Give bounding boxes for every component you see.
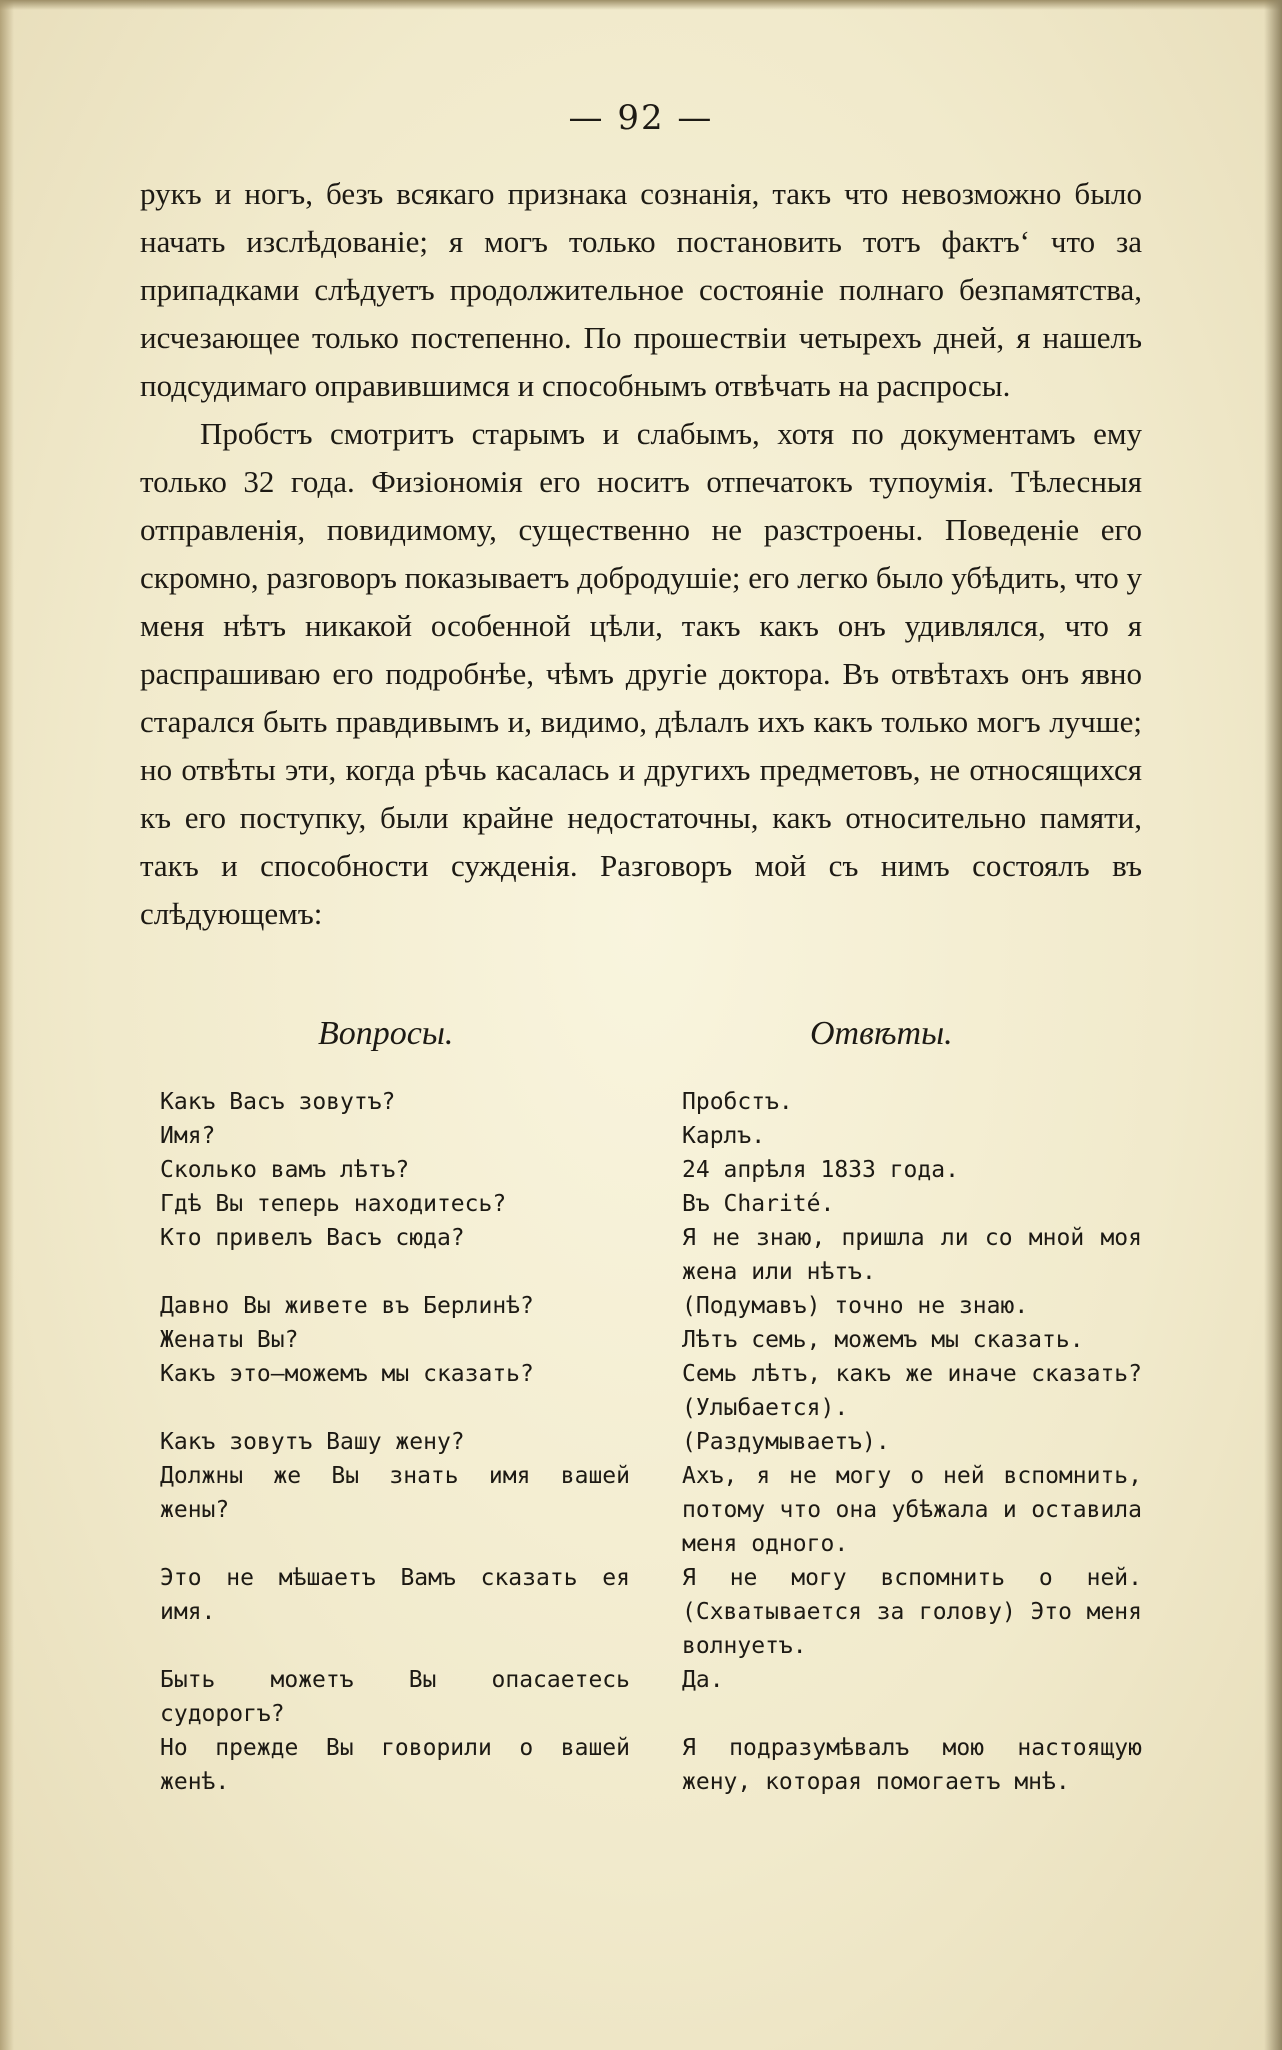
dialog-row [160, 1289, 1142, 1323]
answer: 24 апрѣля 1833 года. [682, 1157, 959, 1183]
answer: Да. [682, 1667, 724, 1693]
answers-heading: Отвѣты. [810, 1015, 953, 1052]
question: Какъ Васъ зовутъ? [160, 1089, 396, 1115]
paragraph: рукъ и ногъ, безъ всякаго признака сознанія, такъ что невозможно было начать изслѣдованіе; я могъ только постановить тотъ фактъ‘ что за припадками слѣдуетъ продолжительное состояніе полнаго безпамятства, исчезающее только постепенно. По прошествіи четырехъ дней, я нашелъ подсудимаго оправившимся и способнымъ отвѣчать на распросы. [140, 176, 1142, 403]
page-number: — 92 — [568, 98, 714, 138]
dialog-row [160, 1119, 1142, 1153]
question: Это не мѣшаетъ Вамъ сказать ея имя. [160, 1565, 630, 1625]
question: Кто привелъ Васъ сюда? [160, 1225, 465, 1251]
answer: Ахъ, я не могу о ней вспомнить, потому что она убѣжала и оставила меня одного. [682, 1463, 1142, 1557]
question: Какъ зовутъ Вашу жену? [160, 1429, 465, 1455]
answer: Пробстъ. [682, 1089, 793, 1115]
question: Сколько вамъ лѣтъ? [160, 1157, 410, 1183]
question: Гдѣ Вы теперь находитесь? [160, 1191, 507, 1217]
dialog-row [160, 1561, 1142, 1663]
answer: Я не могу вспомнить о ней. (Схватывается за голову) Это меня волнуетъ. [682, 1565, 1142, 1659]
question: Но прежде Вы говорили о вашей женѣ. [160, 1735, 630, 1795]
page-edge-shadow-right [1264, 0, 1282, 2050]
question: Должны же Вы знать имя вашей жены? [160, 1463, 630, 1523]
question: Имя? [160, 1123, 216, 1149]
body-text [140, 170, 1142, 938]
answer: Я подразумѣвалъ мою настоящую жену, которая помогаетъ мнѣ. [682, 1735, 1142, 1795]
dialog-row [160, 1085, 1142, 1119]
dialog-row [160, 1459, 1142, 1561]
dialog-row [160, 1323, 1142, 1357]
answer: (Раздумываетъ). [682, 1429, 890, 1455]
dialog-row [160, 1425, 1142, 1459]
question: Давно Вы живете въ Берлинѣ? [160, 1293, 534, 1319]
answer: (Подумавъ) точно не знаю. [682, 1293, 1029, 1319]
dialog-row [160, 1221, 1142, 1289]
answer: Въ Charité. [682, 1191, 835, 1217]
questions-heading: Вопросы. [318, 1015, 454, 1052]
paragraph: Пробстъ смотритъ старымъ и слабымъ, хотя по документамъ ему только 32 года. Физіономія его носитъ отпечатокъ тупоумія. Тѣлесныя отправленія, повидимому, существенно не разстроены. Поведеніе его скромно, разговоръ показываетъ добродушіе; его легко было убѣдить, что у меня нѣтъ никакой особенной цѣли, такъ какъ онъ удивлялся, что я распрашиваю его подробнѣе, чѣмъ другіе доктора. Въ отвѣтахъ онъ явно старался быть правдивымъ и, видимо, дѣлалъ ихъ какъ только могъ лучше; но отвѣты эти, когда рѣчь касалась и другихъ предметовъ, не относящихся къ его поступку, были крайне недостаточны, какъ относительно памяти, такъ и способности сужденія. Разговоръ мой съ нимъ состоялъ въ слѣдующемъ: [140, 416, 1142, 931]
dialog-row [160, 1187, 1142, 1221]
dialog-table [160, 1085, 1142, 1799]
dialog-row [160, 1153, 1142, 1187]
dialog-row [160, 1663, 1142, 1731]
page-edge-shadow-top [0, 0, 1282, 10]
answer: Лѣтъ семь, можемъ мы сказать. [682, 1327, 1084, 1353]
question: Женаты Вы? [160, 1327, 299, 1353]
answer: Семь лѣтъ, какъ же иначе сказать? (Улыбается). [682, 1361, 1142, 1421]
question: Какъ это—можемъ мы сказать? [160, 1361, 534, 1387]
page-edge-shadow-left [0, 0, 14, 2050]
answer: Я не знаю, пришла ли со мной моя жена или нѣтъ. [682, 1225, 1142, 1285]
dialog-row [160, 1731, 1142, 1799]
answer: Карлъ. [682, 1123, 766, 1149]
dialog-row [160, 1357, 1142, 1425]
question: Быть можетъ Вы опасаетесь судорогъ? [160, 1667, 630, 1727]
